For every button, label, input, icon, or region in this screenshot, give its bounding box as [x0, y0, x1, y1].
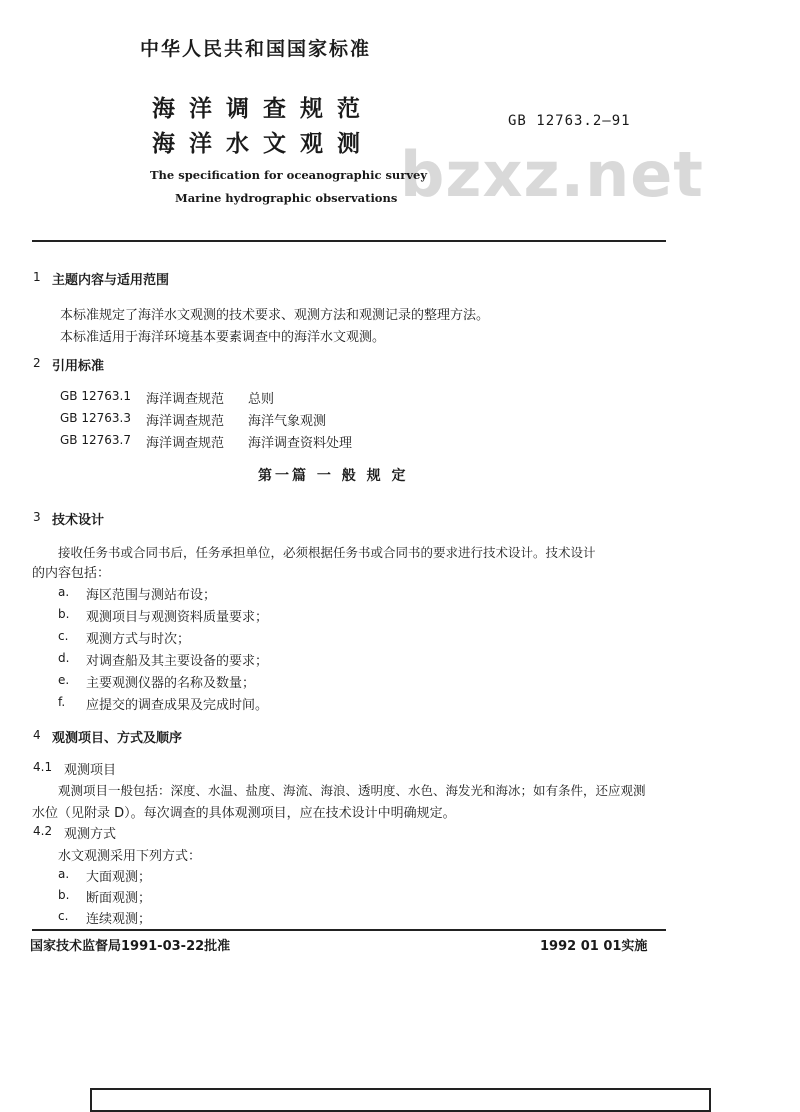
- list-item: 海区范围与测站布设；: [86, 588, 217, 603]
- section-3-title: 技术设计: [52, 513, 105, 528]
- list-item: 连续观测；: [86, 912, 152, 927]
- ref-3-subtitle: 海洋调查资料处理: [248, 436, 353, 451]
- list-item-label: e.: [58, 673, 70, 687]
- part-1-heading: 第一篇 一 般 规 定: [258, 468, 409, 484]
- list-item-label: f.: [58, 695, 66, 709]
- section-1-paragraph-1: 本标准规定了海洋水文观测的技术要求、观测方法和观测记录的整理方法。: [60, 308, 490, 323]
- list-item-label: c.: [58, 909, 69, 923]
- section-4-number: 4: [33, 728, 41, 742]
- subsection-4-2-title: 观测方式: [64, 827, 117, 842]
- watermark: bzxz.net: [400, 138, 704, 211]
- list-item-label: a.: [58, 585, 70, 599]
- standard-code: GB 12763.2—91: [508, 113, 631, 129]
- subsection-4-1-line-2: 水位（见附录 D）。每次调查的具体观测项目，应在技术设计中明确规定。: [32, 806, 456, 821]
- english-title-2: Marine hydrographic observations: [175, 191, 398, 205]
- header-rule: [32, 240, 666, 242]
- section-3-paragraph-line-1: 接收任务书或合同书后，任务承担单位，必须根据任务书或合同书的要求进行技术设计。技术设计: [58, 545, 596, 560]
- footer-rule: [32, 929, 666, 931]
- ref-2-title: 海洋调查规范: [146, 414, 225, 429]
- section-3-paragraph-line-2: 的内容包括：: [32, 566, 111, 581]
- list-item: 大面观测；: [86, 870, 152, 885]
- ref-3-title: 海洋调查规范: [146, 436, 225, 451]
- subsection-4-1-number: 4.1: [33, 760, 53, 774]
- list-item-label: b.: [58, 607, 70, 621]
- english-title-1: The specification for oceanographic survey: [150, 168, 428, 182]
- list-item: 对调查船及其主要设备的要求；: [86, 654, 269, 669]
- ref-3-code: GB 12763.7: [60, 433, 131, 447]
- list-item-label: b.: [58, 888, 70, 902]
- section-1-number: 1: [33, 270, 41, 284]
- ref-2-subtitle: 海洋气象观测: [248, 414, 327, 429]
- approval-line: 国家技术监督局1991-03-22批准: [30, 939, 231, 954]
- subsection-4-1-line-1: 观测项目一般包括：深度、水温、盐度、海流、海浪、透明度、水色、海发光和海冰；如有条件，还应观测: [58, 783, 646, 798]
- national-standard-label: 中华人民共和国国家标准: [140, 38, 372, 60]
- subsection-4-1-title: 观测项目: [64, 763, 117, 778]
- section-3-number: 3: [33, 510, 41, 524]
- implementation-date: 1992 01 01实施: [540, 939, 648, 954]
- list-item: 断面观测；: [86, 891, 152, 906]
- section-4-title: 观测项目、方式及顺序: [52, 731, 183, 746]
- subsection-4-2-intro: 水文观测采用下列方式：: [58, 849, 202, 864]
- list-item: 应提交的调查成果及完成时间。: [86, 698, 269, 713]
- title-line-1: 海洋调查规范: [152, 95, 374, 122]
- subsection-4-2-number: 4.2: [33, 824, 53, 838]
- list-item-label: c.: [58, 629, 69, 643]
- list-item: 观测项目与观测资料质量要求；: [86, 610, 269, 625]
- ref-1-title: 海洋调查规范: [146, 392, 225, 407]
- ref-2-code: GB 12763.3: [60, 411, 131, 425]
- list-item: 观测方式与时次；: [86, 632, 191, 647]
- section-2-title: 引用标准: [52, 359, 105, 374]
- list-item-label: a.: [58, 867, 70, 881]
- ref-1-code: GB 12763.1: [60, 389, 131, 403]
- list-item: 主要观测仪器的名称及数量；: [86, 676, 256, 691]
- section-1-paragraph-2: 本标准适用于海洋环境基本要素调查中的海洋水文观测。: [60, 330, 386, 345]
- ref-1-subtitle: 总则: [248, 392, 275, 407]
- title-line-2: 海洋水文观测: [152, 130, 374, 157]
- section-1-title: 主题内容与适用范围: [52, 273, 170, 288]
- list-item-label: d.: [58, 651, 70, 665]
- section-2-number: 2: [33, 356, 41, 370]
- bottom-frame: [90, 1088, 711, 1112]
